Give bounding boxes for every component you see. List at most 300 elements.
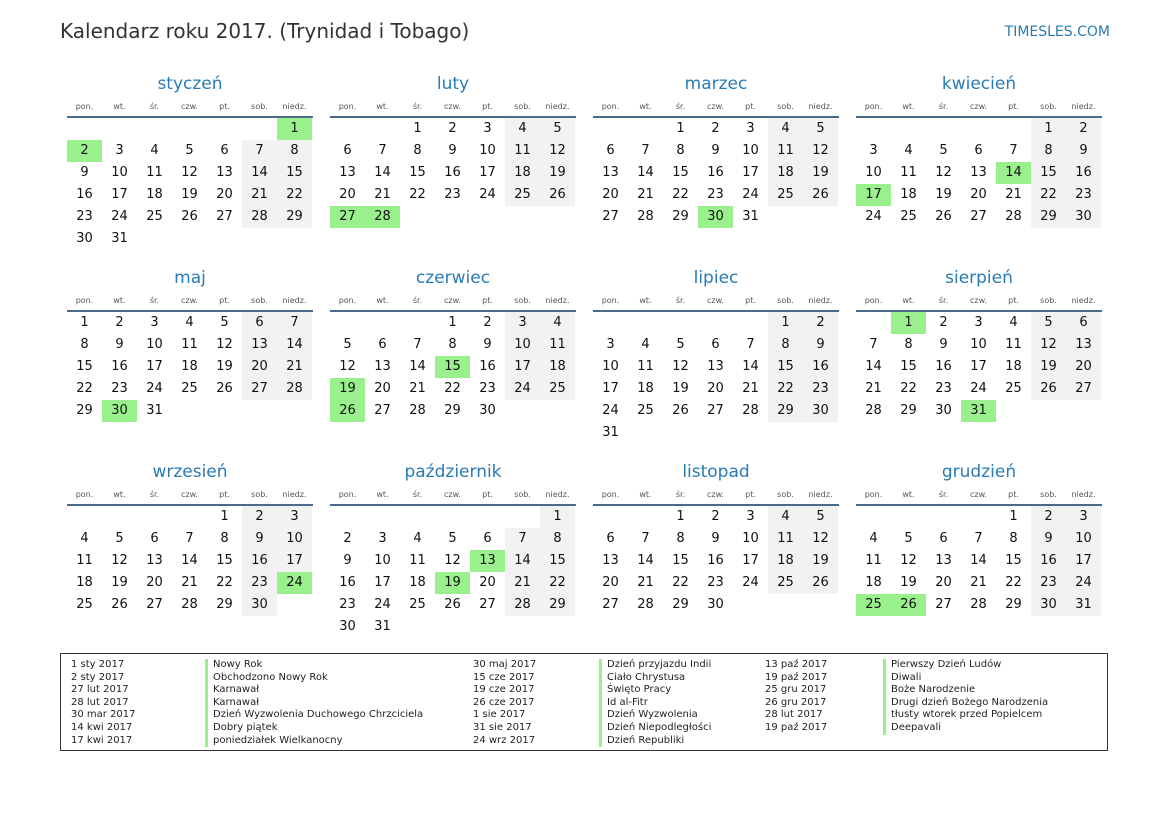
empty-cell xyxy=(891,118,926,140)
month-name: lipiec xyxy=(693,268,739,288)
day-cell: 10 xyxy=(865,165,882,180)
day-cell: 26 xyxy=(803,184,838,206)
weekday-label: sob. xyxy=(1040,102,1057,111)
empty-cell xyxy=(663,312,698,334)
weekday-label: pon. xyxy=(75,296,94,305)
day-cell: 8 xyxy=(220,531,229,546)
day-cell: 18 xyxy=(409,575,426,590)
day-cell: 1 xyxy=(220,509,229,524)
day-cell: 31 xyxy=(146,403,163,418)
empty-cell xyxy=(856,312,891,334)
month-name: wrzesień xyxy=(152,462,228,482)
holiday-name: Pierwszy Dzień Ludów xyxy=(883,659,1048,672)
day-cell: 24 xyxy=(602,403,619,418)
day-cell: 9 xyxy=(80,165,89,180)
day-cell: 9 xyxy=(242,528,277,550)
holiday-date: 25 gru 2017 xyxy=(765,684,827,696)
month-block xyxy=(330,266,576,460)
day-cell: 30 xyxy=(1031,594,1066,616)
day-cell: 18 xyxy=(181,359,198,374)
weekday-label: pt. xyxy=(1008,296,1019,305)
day-cell: 2 xyxy=(939,315,948,330)
day-cell: 27 xyxy=(374,403,391,418)
day-cell: 20 xyxy=(242,356,277,378)
empty-cell xyxy=(365,312,400,334)
days-grid xyxy=(330,118,576,228)
weekday-label: pt. xyxy=(1008,490,1019,499)
weekday-label: czw. xyxy=(707,102,724,111)
day-cell: 9 xyxy=(483,337,492,352)
day-cell: 6 xyxy=(483,531,492,546)
day-cell: 23 xyxy=(707,575,724,590)
holiday-name: Diwali xyxy=(883,672,1048,685)
day-cell: 24 xyxy=(146,381,163,396)
day-cell: 8 xyxy=(768,334,803,356)
day-cell: 4 xyxy=(80,531,89,546)
weekday-label: wt. xyxy=(376,296,389,305)
month-name: styczeń xyxy=(157,74,223,94)
day-cell: 13 xyxy=(935,553,952,568)
day-cell: 22 xyxy=(76,381,93,396)
holiday-name: Dzień Republiki xyxy=(599,735,711,748)
day-cell: 12 xyxy=(803,140,838,162)
holiday-date: 2 sty 2017 xyxy=(71,671,125,683)
day-cell: 6 xyxy=(974,143,983,158)
day-cell: 19 xyxy=(803,162,838,184)
month-name: maj xyxy=(174,268,206,288)
holiday-date: 30 mar 2017 xyxy=(71,709,136,721)
day-cell: 21 xyxy=(242,184,277,206)
day-cell: 23 xyxy=(1066,184,1101,206)
month-block xyxy=(67,460,313,654)
weekday-label: śr. xyxy=(149,296,160,305)
day-cell: 20 xyxy=(707,381,724,396)
weekday-label: pt. xyxy=(482,102,493,111)
day-cell: 11 xyxy=(540,334,575,356)
day-cell: 6 xyxy=(711,337,720,352)
day-cell: 20 xyxy=(339,187,356,202)
day-cell: 21 xyxy=(742,381,759,396)
weekday-label: wt. xyxy=(902,102,915,111)
day-cell: 22 xyxy=(1005,575,1022,590)
day-cell: 28 xyxy=(637,209,654,224)
day-cell: 24 xyxy=(742,187,759,202)
holiday-names-column xyxy=(599,659,711,747)
day-cell: 1 xyxy=(1009,509,1018,524)
weekday-label: czw. xyxy=(970,296,987,305)
day-cell: 18 xyxy=(637,381,654,396)
weekday-label: wt. xyxy=(113,296,126,305)
month-block xyxy=(593,460,839,654)
day-cell: 18 xyxy=(76,575,93,590)
empty-cell xyxy=(926,506,961,528)
day-cell: 6 xyxy=(939,531,948,546)
day-cell: 25 xyxy=(768,184,803,206)
empty-cell xyxy=(628,312,663,334)
day-cell: 20 xyxy=(479,575,496,590)
day-cell: 2 xyxy=(1066,118,1101,140)
day-cell: 8 xyxy=(448,337,457,352)
empty-cell xyxy=(400,312,435,334)
holiday-name: tłusty wtorek przed Popielcem xyxy=(883,709,1048,722)
weekday-label: czw. xyxy=(970,490,987,499)
day-cell: 6 xyxy=(378,337,387,352)
empty-cell xyxy=(628,118,663,140)
day-cell: 13 xyxy=(374,359,391,374)
weekday-label: pon. xyxy=(601,102,620,111)
day-cell: 17 xyxy=(970,359,987,374)
day-cell: 10 xyxy=(1066,528,1101,550)
day-cell: 27 xyxy=(602,209,619,224)
weekday-header xyxy=(330,485,576,506)
day-cell: 19 xyxy=(111,575,128,590)
holiday-name: Nowy Rok xyxy=(205,659,423,672)
day-cell: 2 xyxy=(803,312,838,334)
holiday-name: Dzień Wyzwolenia xyxy=(599,709,711,722)
day-cell: 28 xyxy=(637,597,654,612)
day-cell: 13 xyxy=(1066,334,1101,356)
day-cell: 2 xyxy=(343,531,352,546)
days-grid xyxy=(593,312,839,444)
weekday-label: pon. xyxy=(864,102,883,111)
day-cell: 12 xyxy=(900,553,917,568)
day-cell: 25 xyxy=(900,209,917,224)
day-cell: 15 xyxy=(900,359,917,374)
empty-cell xyxy=(67,506,102,528)
holiday-day: 15 xyxy=(435,356,470,378)
month-block xyxy=(67,72,313,266)
day-cell: 23 xyxy=(479,381,496,396)
day-cell: 2 xyxy=(711,121,720,136)
day-cell: 13 xyxy=(146,553,163,568)
brand-link[interactable]: TIMESLES.COM xyxy=(1004,24,1110,40)
weekday-label: wt. xyxy=(639,490,652,499)
day-cell: 29 xyxy=(277,206,312,228)
day-cell: 3 xyxy=(746,509,755,524)
weekday-label: czw. xyxy=(444,296,461,305)
empty-cell xyxy=(365,506,400,528)
holiday-day: 30 xyxy=(102,400,137,422)
days-grid xyxy=(856,118,1102,228)
month-name: luty xyxy=(436,74,470,94)
holiday-date: 24 wrz 2017 xyxy=(473,734,536,746)
day-cell: 6 xyxy=(150,531,159,546)
weekday-label: śr. xyxy=(938,490,949,499)
day-cell: 3 xyxy=(483,121,492,136)
day-cell: 18 xyxy=(505,162,540,184)
day-cell: 13 xyxy=(602,553,619,568)
day-cell: 15 xyxy=(672,553,689,568)
day-cell: 13 xyxy=(602,165,619,180)
day-cell: 26 xyxy=(540,184,575,206)
weekday-label: pon. xyxy=(601,490,620,499)
day-cell: 15 xyxy=(672,165,689,180)
day-cell: 17 xyxy=(1066,550,1101,572)
day-cell: 26 xyxy=(672,403,689,418)
weekday-label: niedz. xyxy=(545,490,570,499)
day-cell: 26 xyxy=(216,381,233,396)
day-cell: 12 xyxy=(444,553,461,568)
holiday-day: 25 xyxy=(856,594,891,616)
day-cell: 27 xyxy=(479,597,496,612)
day-cell: 9 xyxy=(711,531,720,546)
empty-cell xyxy=(207,118,242,140)
weekday-label: czw. xyxy=(707,296,724,305)
day-cell: 17 xyxy=(277,550,312,572)
page-title: Kalendarz roku 2017. (Trynidad i Tobago) xyxy=(60,19,470,43)
empty-cell xyxy=(593,506,628,528)
day-cell: 17 xyxy=(374,575,391,590)
empty-cell xyxy=(961,118,996,140)
weekday-label: sob. xyxy=(251,490,268,499)
day-cell: 4 xyxy=(150,143,159,158)
day-cell: 14 xyxy=(637,165,654,180)
day-cell: 23 xyxy=(76,209,93,224)
day-cell: 5 xyxy=(939,143,948,158)
day-cell: 19 xyxy=(672,381,689,396)
day-cell: 13 xyxy=(216,165,233,180)
day-cell: 1 xyxy=(540,506,575,528)
days-grid xyxy=(856,506,1102,616)
weekday-label: niedz. xyxy=(1071,296,1096,305)
empty-cell xyxy=(102,506,137,528)
weekday-label: sob. xyxy=(1040,296,1057,305)
day-cell: 16 xyxy=(111,359,128,374)
empty-cell xyxy=(856,118,891,140)
day-cell: 5 xyxy=(343,337,352,352)
weekday-label: śr. xyxy=(938,296,949,305)
empty-cell xyxy=(137,506,172,528)
day-cell: 15 xyxy=(1005,553,1022,568)
weekday-label: śr. xyxy=(412,490,423,499)
day-cell: 4 xyxy=(1009,315,1018,330)
holiday-day: 28 xyxy=(365,206,400,228)
day-cell: 13 xyxy=(970,165,987,180)
month-block xyxy=(856,72,1102,266)
empty-cell xyxy=(400,506,435,528)
day-cell: 14 xyxy=(865,359,882,374)
day-cell: 27 xyxy=(242,378,277,400)
weekday-label: śr. xyxy=(675,490,686,499)
holiday-date: 27 lut 2017 xyxy=(71,684,129,696)
holiday-name: Dzień Wyzwolenia Duchowego Chrzciciela xyxy=(205,709,423,722)
day-cell: 20 xyxy=(602,187,619,202)
day-cell: 21 xyxy=(970,575,987,590)
day-cell: 26 xyxy=(444,597,461,612)
holiday-name: Święto Pracy xyxy=(599,684,711,697)
day-cell: 20 xyxy=(602,575,619,590)
day-cell: 19 xyxy=(803,550,838,572)
weekday-label: pt. xyxy=(745,296,756,305)
holiday-list xyxy=(60,653,1108,751)
day-cell: 2 xyxy=(711,509,720,524)
day-cell: 8 xyxy=(1031,140,1066,162)
day-cell: 4 xyxy=(641,337,650,352)
day-cell: 15 xyxy=(277,162,312,184)
weekday-label: pon. xyxy=(338,102,357,111)
holiday-day: 17 xyxy=(856,184,891,206)
day-cell: 8 xyxy=(277,140,312,162)
holiday-day: 31 xyxy=(961,400,996,422)
day-cell: 25 xyxy=(146,209,163,224)
weekday-label: niedz. xyxy=(808,102,833,111)
day-cell: 16 xyxy=(444,165,461,180)
day-cell: 30 xyxy=(935,403,952,418)
day-cell: 26 xyxy=(803,572,838,594)
holiday-name: Id al-Fitr xyxy=(599,697,711,710)
weekday-label: sob. xyxy=(777,102,794,111)
weekday-label: pt. xyxy=(219,102,230,111)
holiday-day: 24 xyxy=(277,572,312,594)
day-cell: 16 xyxy=(803,356,838,378)
weekday-label: pon. xyxy=(864,490,883,499)
weekday-label: czw. xyxy=(970,102,987,111)
day-cell: 24 xyxy=(742,575,759,590)
weekday-header xyxy=(856,291,1102,312)
day-cell: 4 xyxy=(904,143,913,158)
day-cell: 29 xyxy=(672,209,689,224)
day-cell: 28 xyxy=(277,378,312,400)
weekday-label: wt. xyxy=(639,102,652,111)
day-cell: 21 xyxy=(374,187,391,202)
day-cell: 9 xyxy=(939,337,948,352)
empty-cell xyxy=(470,506,505,528)
weekday-label: wt. xyxy=(376,102,389,111)
day-cell: 30 xyxy=(242,594,277,616)
weekday-label: sob. xyxy=(514,102,531,111)
day-cell: 20 xyxy=(216,187,233,202)
empty-cell xyxy=(330,506,365,528)
day-cell: 5 xyxy=(115,531,124,546)
empty-cell xyxy=(698,312,733,334)
empty-cell xyxy=(102,118,137,140)
empty-cell xyxy=(891,506,926,528)
day-cell: 15 xyxy=(409,165,426,180)
weekday-header xyxy=(593,291,839,312)
empty-cell xyxy=(172,506,207,528)
weekday-label: wt. xyxy=(902,296,915,305)
day-cell: 11 xyxy=(900,165,917,180)
day-cell: 21 xyxy=(1005,187,1022,202)
months-grid xyxy=(67,72,1103,654)
day-cell: 24 xyxy=(970,381,987,396)
day-cell: 6 xyxy=(220,143,229,158)
day-cell: 13 xyxy=(242,334,277,356)
day-cell: 31 xyxy=(111,231,128,246)
weekday-label: czw. xyxy=(444,102,461,111)
day-cell: 10 xyxy=(146,337,163,352)
day-cell: 11 xyxy=(409,553,426,568)
day-cell: 29 xyxy=(444,403,461,418)
day-cell: 16 xyxy=(242,550,277,572)
weekday-header xyxy=(67,485,313,506)
day-cell: 3 xyxy=(150,315,159,330)
day-cell: 5 xyxy=(220,315,229,330)
day-cell: 17 xyxy=(742,553,759,568)
day-cell: 16 xyxy=(1066,162,1101,184)
weekday-label: pon. xyxy=(601,296,620,305)
weekday-label: pon. xyxy=(864,296,883,305)
day-cell: 8 xyxy=(676,531,685,546)
day-cell: 24 xyxy=(111,209,128,224)
empty-cell xyxy=(67,118,102,140)
day-cell: 8 xyxy=(540,528,575,550)
day-cell: 15 xyxy=(76,359,93,374)
day-cell: 21 xyxy=(409,381,426,396)
day-cell: 10 xyxy=(505,334,540,356)
weekday-header xyxy=(67,97,313,118)
holiday-date: 31 sie 2017 xyxy=(473,721,532,733)
day-cell: 18 xyxy=(540,356,575,378)
holiday-dates-column xyxy=(473,659,536,747)
day-cell: 17 xyxy=(146,359,163,374)
day-cell: 23 xyxy=(803,378,838,400)
empty-cell xyxy=(330,118,365,140)
day-cell: 10 xyxy=(374,553,391,568)
holiday-date: 28 lut 2017 xyxy=(71,696,129,708)
day-cell: 19 xyxy=(540,162,575,184)
day-cell: 9 xyxy=(1066,140,1101,162)
day-cell: 20 xyxy=(1066,356,1101,378)
weekday-label: śr. xyxy=(149,490,160,499)
day-cell: 4 xyxy=(768,118,803,140)
holiday-name: Deepavali xyxy=(883,722,1048,735)
day-cell: 5 xyxy=(803,506,838,528)
day-cell: 20 xyxy=(374,381,391,396)
day-cell: 17 xyxy=(602,381,619,396)
day-cell: 15 xyxy=(216,553,233,568)
day-cell: 16 xyxy=(339,575,356,590)
day-cell: 30 xyxy=(707,597,724,612)
day-cell: 16 xyxy=(76,187,93,202)
day-cell: 7 xyxy=(641,531,650,546)
month-block xyxy=(593,72,839,266)
holiday-dates-column xyxy=(71,659,136,747)
day-cell: 26 xyxy=(935,209,952,224)
days-grid xyxy=(856,312,1102,422)
day-cell: 11 xyxy=(181,337,198,352)
empty-cell xyxy=(505,506,540,528)
day-cell: 29 xyxy=(768,400,803,422)
days-grid xyxy=(330,312,576,422)
day-cell: 8 xyxy=(413,143,422,158)
day-cell: 1 xyxy=(676,121,685,136)
holiday-day: 1 xyxy=(891,312,926,334)
weekday-label: pt. xyxy=(219,490,230,499)
weekday-label: niedz. xyxy=(808,490,833,499)
weekday-label: pon. xyxy=(338,296,357,305)
day-cell: 31 xyxy=(602,425,619,440)
weekday-label: śr. xyxy=(412,102,423,111)
month-name: sierpień xyxy=(945,268,1013,288)
day-cell: 21 xyxy=(505,572,540,594)
weekday-label: czw. xyxy=(181,296,198,305)
weekday-label: pon. xyxy=(75,490,94,499)
day-cell: 1 xyxy=(413,121,422,136)
day-cell: 4 xyxy=(185,315,194,330)
day-cell: 19 xyxy=(935,187,952,202)
day-cell: 30 xyxy=(76,231,93,246)
days-grid xyxy=(67,118,313,250)
weekday-header xyxy=(330,97,576,118)
weekday-header xyxy=(330,291,576,312)
day-cell: 9 xyxy=(448,143,457,158)
day-cell: 11 xyxy=(76,553,93,568)
day-cell: 10 xyxy=(742,531,759,546)
day-cell: 10 xyxy=(111,165,128,180)
holiday-day: 30 xyxy=(698,206,733,228)
day-cell: 4 xyxy=(540,312,575,334)
